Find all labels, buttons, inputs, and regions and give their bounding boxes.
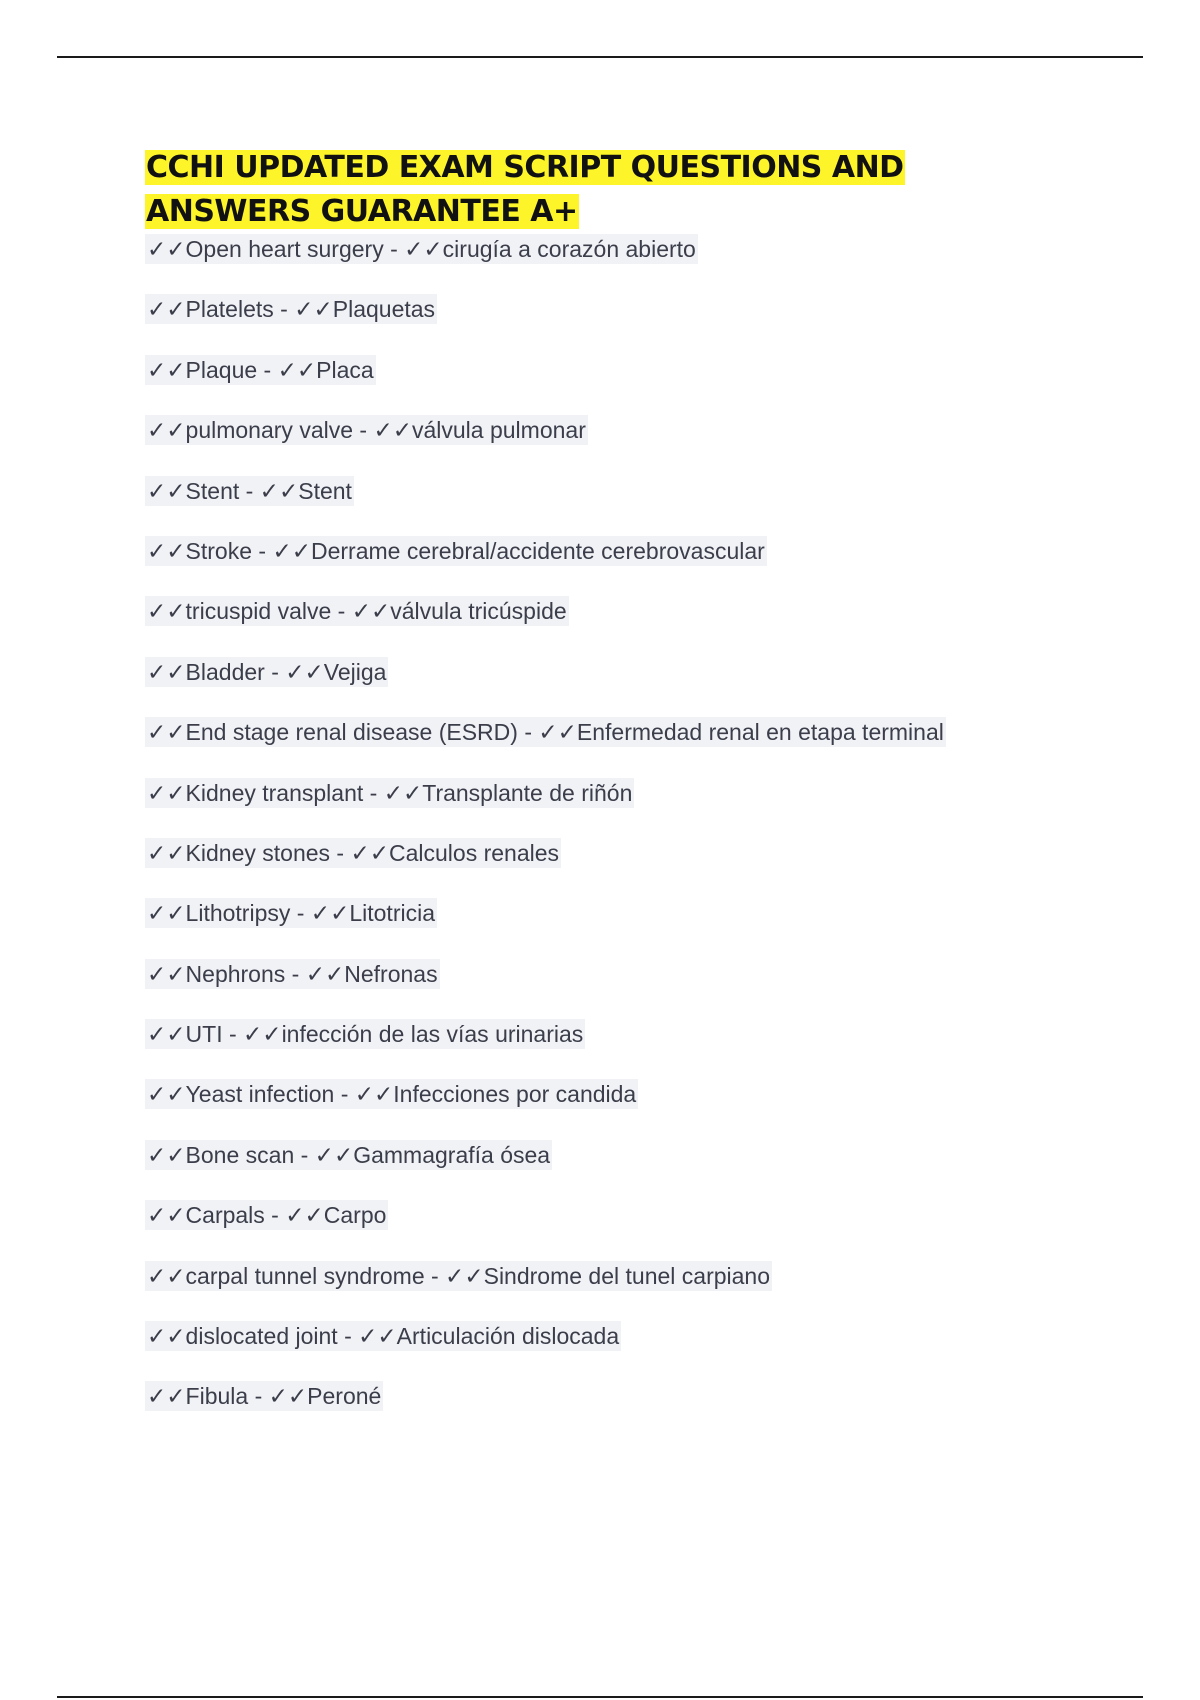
term-pair: ✓✓UTI - ✓✓infección de las vías urinarias — [147, 1021, 584, 1048]
top-rule — [57, 56, 1143, 58]
list-item — [145, 717, 1105, 777]
list-item — [145, 476, 1105, 536]
list-item — [145, 778, 1105, 838]
list-item — [145, 898, 1105, 958]
list-item — [145, 294, 1105, 354]
document-body — [145, 146, 1105, 1442]
term-pair: ✓✓Open heart surgery - ✓✓cirugía a corazón abierto — [147, 236, 696, 262]
list-item — [145, 838, 1105, 898]
term-pair: ✓✓Bladder - ✓✓Vejiga — [147, 658, 387, 685]
list-item — [145, 1321, 1105, 1381]
term-pair: ✓✓Platelets - ✓✓Plaquetas — [147, 296, 436, 323]
list-item — [145, 1140, 1105, 1200]
document-title — [145, 146, 1105, 234]
term-pair: ✓✓Kidney transplant - ✓✓Transplante de riñón — [147, 779, 633, 806]
list-item — [145, 1019, 1105, 1079]
term-pair: ✓✓tricuspid valve - ✓✓válvula tricúspide — [147, 598, 567, 625]
term-pair: ✓✓Stent - ✓✓Stent — [147, 477, 352, 504]
term-pair: ✓✓End stage renal disease (ESRD) - ✓✓Enfermedad renal en etapa terminal — [147, 719, 944, 746]
term-pair: ✓✓Yeast infection - ✓✓Infecciones por candida — [147, 1081, 637, 1108]
list-item — [145, 234, 1105, 294]
list-item — [145, 657, 1105, 717]
list-item — [145, 959, 1105, 1019]
term-pair: ✓✓Lithotripsy - ✓✓Litotricia — [147, 900, 435, 927]
term-pair: ✓✓carpal tunnel syndrome - ✓✓Sindrome del tunel carpiano — [147, 1262, 770, 1289]
list-item — [145, 596, 1105, 656]
term-list — [145, 234, 1105, 1442]
list-item — [145, 355, 1105, 415]
term-pair: ✓✓dislocated joint - ✓✓Articulación dislocada — [147, 1323, 620, 1350]
list-item — [145, 415, 1105, 475]
term-pair: ✓✓Nephrons - ✓✓Nefronas — [147, 960, 438, 987]
term-pair: ✓✓Stroke - ✓✓Derrame cerebral/accidente cerebrovascular — [147, 537, 765, 564]
term-pair: ✓✓Kidney stones - ✓✓Calculos renales — [147, 839, 560, 866]
title-line-2: ANSWERS GUARANTEE A+ — [146, 194, 578, 229]
title-line-1: CCHI UPDATED EXAM SCRIPT QUESTIONS AND — [146, 150, 904, 185]
list-item — [145, 1079, 1105, 1139]
term-pair: ✓✓Carpals - ✓✓Carpo — [147, 1202, 387, 1229]
term-pair: ✓✓Plaque - ✓✓Placa — [147, 356, 374, 383]
list-item — [145, 536, 1105, 596]
list-item — [145, 1200, 1105, 1260]
term-pair: ✓✓Bone scan - ✓✓Gammagrafía ósea — [147, 1141, 551, 1168]
bottom-rule — [57, 1696, 1143, 1698]
term-pair: ✓✓Fibula - ✓✓Peroné — [147, 1383, 382, 1410]
list-item — [145, 1261, 1105, 1321]
list-item — [145, 1381, 1105, 1441]
term-pair: ✓✓pulmonary valve - ✓✓válvula pulmonar — [147, 417, 586, 444]
